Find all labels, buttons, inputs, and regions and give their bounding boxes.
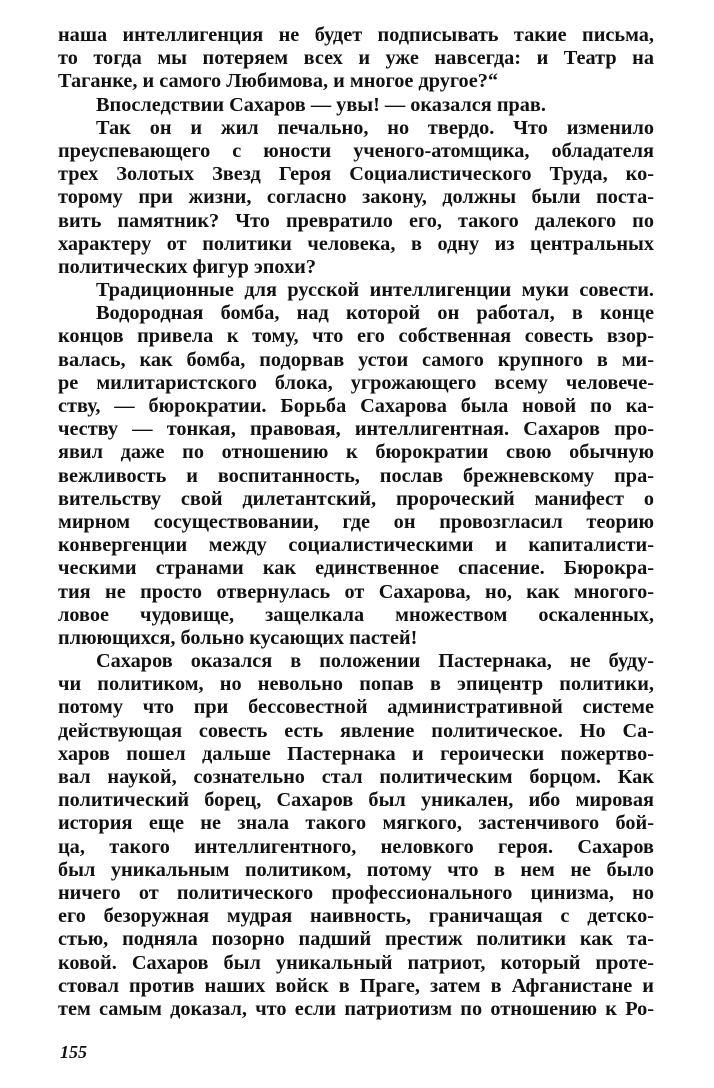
text-line: характеру от политики человека, в одну из центральных [58, 232, 654, 255]
page-number: 155 [60, 1042, 87, 1062]
text-line: Сахаров оказался в положении Пастернака, не буду- [96, 650, 654, 673]
text-line: Таганке, и самого Любимова, и многое другое?“ [58, 70, 498, 93]
text-line: явил даже по отношению к бюрократии свою обычную [58, 441, 654, 464]
text-line: ческими странами как единственное спасение. Бюрокра- [58, 557, 654, 580]
text-line: Традиционные для русской интеллигенции муки совести. [96, 279, 654, 302]
text-line: тия не просто отвернулась от Сахарова, но, как многого- [58, 580, 654, 603]
text-line: вить памятник? Что превратило его, такого далекого по [58, 209, 654, 232]
text-line: трех Золотых Звезд Героя Социалистического Труда, ко- [58, 163, 654, 186]
page-body [58, 24, 654, 1021]
text-line: конвергенции между социалистическими и капиталисти- [58, 534, 654, 557]
text-line: концов привела к тому, что его собственная совесть взор- [58, 325, 654, 348]
text-line: политических фигур эпохи? [58, 255, 317, 278]
text-line: история еще не знала такого мягкого, застенчивого бой- [58, 812, 654, 835]
text-line: валась, как бомба, подорвав устои самого крупного в ми- [58, 348, 654, 371]
text-line: Так он и жил печально, но твердо. Что изменило [96, 116, 654, 139]
text-line: тем самым доказал, что если патриотизм по отношению к Ро- [58, 997, 654, 1020]
text-line: наша интеллигенция не будет подписывать такие письма, [58, 24, 654, 46]
text-line: ству, — бюрократии. Борьба Сахарова была новой по ка- [58, 395, 654, 417]
text-line: преуспевающего с юности ученого-атомщика, обладателя [58, 139, 654, 162]
text-line: Впоследствии Сахаров — увы! — оказался прав. [96, 93, 546, 116]
text-line: ре милитаристского блока, угрожающего всему человече- [58, 371, 654, 394]
text-line: действующая совесть есть явление политическое. Но Са- [58, 719, 654, 742]
text-line: стовал против наших войск в Праге, затем в Афганистане и [58, 974, 654, 997]
text-line: политический борец, Сахаров был уникален, ибо мировая [58, 789, 654, 812]
text-line: чи политиком, но невольно попав в эпицентр политики, [58, 673, 654, 696]
text-line: ца, такого интеллигентного, неловкого героя. Сахаров [58, 835, 654, 858]
text-line: ловое чудовище, защелкала множеством оскаленных, [58, 603, 654, 626]
text-line: мирном сосуществовании, где он провозгласил теорию [58, 510, 654, 533]
text-line: стью, подняла позорно падший престиж политики как та- [58, 928, 654, 951]
text-line: вал наукой, сознательно стал политическим борцом. Как [58, 766, 654, 788]
text-line: вительству свой дилетантский, пророческий манифест о [58, 487, 654, 510]
text-line: торому при жизни, согласно закону, должны были поста- [58, 186, 654, 209]
text-line: плюющихся, больно кусающих пастей! [58, 626, 418, 649]
text-line: его безоружная мудрая наивность, граничащая с детско- [58, 905, 654, 928]
text-line: харов пошел дальше Пастернака и героически пожертво- [58, 742, 654, 765]
text-line: ковой. Сахаров был уникальный патриот, который проте- [58, 951, 654, 974]
text-line: то тогда мы потеряем всех и уже навсегда: и Театр на [58, 47, 654, 70]
text-line: вежливость и воспитанность, послав брежневскому пра- [58, 464, 654, 487]
text-line: Водородная бомба, над которой он работал, в конце [96, 302, 654, 325]
text-line: потому что при бессовестной административной системе [58, 696, 654, 719]
text-line: честву — тонкая, правовая, интеллигентная. Сахаров про- [58, 418, 654, 441]
text-line: ничего от политического профессионального цинизма, но [58, 881, 654, 904]
text-line: был уникальным политиком, потому что в нем не было [58, 858, 654, 881]
